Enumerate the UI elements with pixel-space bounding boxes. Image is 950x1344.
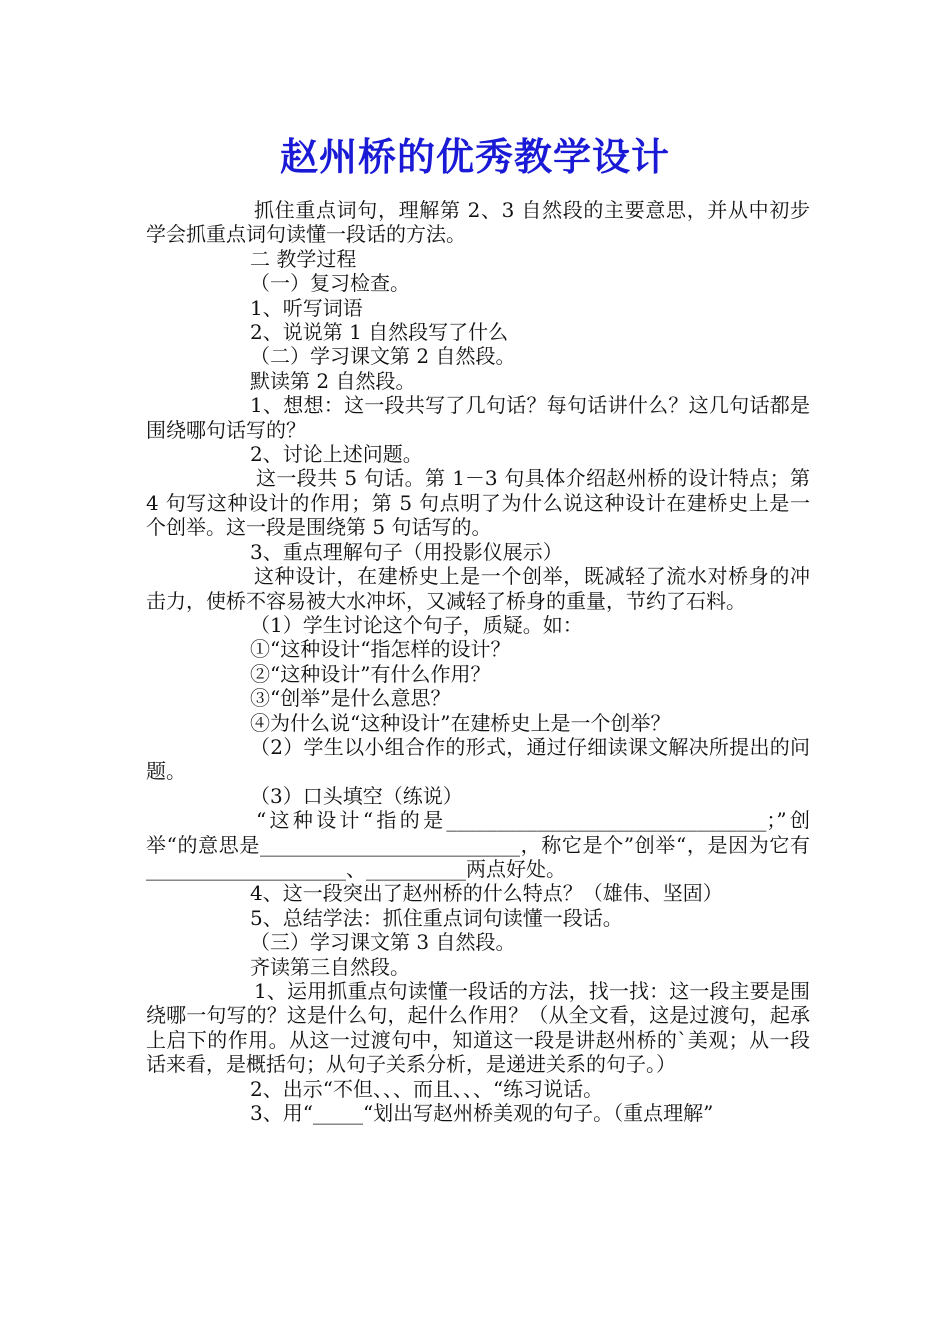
paragraph: （二）学习课文第 2 自然段。 bbox=[250, 344, 516, 369]
paragraph: ④为什么说“这种设计”在建桥史上是一个创举？ bbox=[250, 710, 671, 735]
paragraph: 5、总结学法：抓住重点词句读懂一段话。 bbox=[250, 905, 623, 930]
paragraph: 这种设计，在建桥史上是一个创举，既减轻了流水对桥身的冲击力，使桥不容易被大水冲坏，又减轻了桥身的重量，节约了石料。 bbox=[146, 564, 810, 613]
paragraph: 默读第 2 自然段。 bbox=[250, 368, 416, 393]
paragraph: 齐读第三自然段。 bbox=[250, 954, 410, 979]
paragraph: （1）学生讨论这个句子，质疑。如： bbox=[250, 612, 583, 637]
paragraph: （三）学习课文第 3 自然段。 bbox=[250, 930, 516, 955]
paragraph: ①“这种设计“指怎样的设计？ bbox=[250, 637, 511, 662]
document-body bbox=[146, 198, 810, 1125]
paragraph: 4、这一段突出了赵州桥的什么特点？（雄伟、坚固） bbox=[250, 881, 723, 906]
paragraph: 1、想想：这一段共写了几句话？每句话讲什么？这几句话都是围绕哪句话写的？ bbox=[146, 393, 810, 442]
paragraph: 2、出示“不但、、、而且、、、“练习说话。 bbox=[250, 1076, 604, 1101]
paragraph: “这种设计“指的是________________________________；”创举“的意思是__________________________，称它是个”创举“，是因为它有____________________、__________两点好处。 bbox=[146, 808, 810, 881]
document-title: 赵州桥的优秀教学设计 bbox=[279, 135, 670, 179]
paragraph: 这一段共 5 句话。第 1－3 句具体介绍赵州桥的设计特点；第 4 句写这种设计的作用；第 5 句点明了为什么说这种设计在建桥史上是一个创举。这一段是围绕第 5 句话写的。 bbox=[146, 466, 810, 540]
paragraph: 2、讨论上述问题。 bbox=[250, 442, 423, 467]
paragraph: ②“这种设计”有什么作用？ bbox=[250, 661, 491, 686]
paragraph: （一）复习检查。 bbox=[250, 271, 410, 296]
paragraph: 3、重点理解句子（用投影仪展示） bbox=[250, 539, 563, 564]
paragraph: （3）口头填空（练说） bbox=[250, 783, 463, 808]
paragraph: 二 教学过程 bbox=[250, 246, 357, 271]
paragraph: 2、说说第 1 自然段写了什么 bbox=[250, 320, 509, 345]
paragraph: 3、用“_____“划出写赵州桥美观的句子。（重点理解” bbox=[250, 1101, 714, 1126]
paragraph: 抓住重点词句，理解第 2、3 自然段的主要意思，并从中初步学会抓重点词句读懂一段话的方法。 bbox=[146, 198, 810, 247]
paragraph: （2）学生以小组合作的形式，通过仔细读课文解决所提出的问题。 bbox=[146, 734, 810, 784]
paragraph: ③“创举”是什么意思？ bbox=[250, 686, 451, 711]
paragraph: 1、运用抓重点句读懂一段话的方法，找一找：这一段主要是围绕哪一句写的？这是什么句，起什么作用？（从全文看，这是过渡句，起承上启下的作用。从这一过渡句中，知道这一段是讲赵州桥的`美观；从一段话来看，是概括句；从句子关系分析，是递进关系的句子。） bbox=[146, 979, 810, 1077]
paragraph: 1、听写词语 bbox=[250, 295, 363, 320]
